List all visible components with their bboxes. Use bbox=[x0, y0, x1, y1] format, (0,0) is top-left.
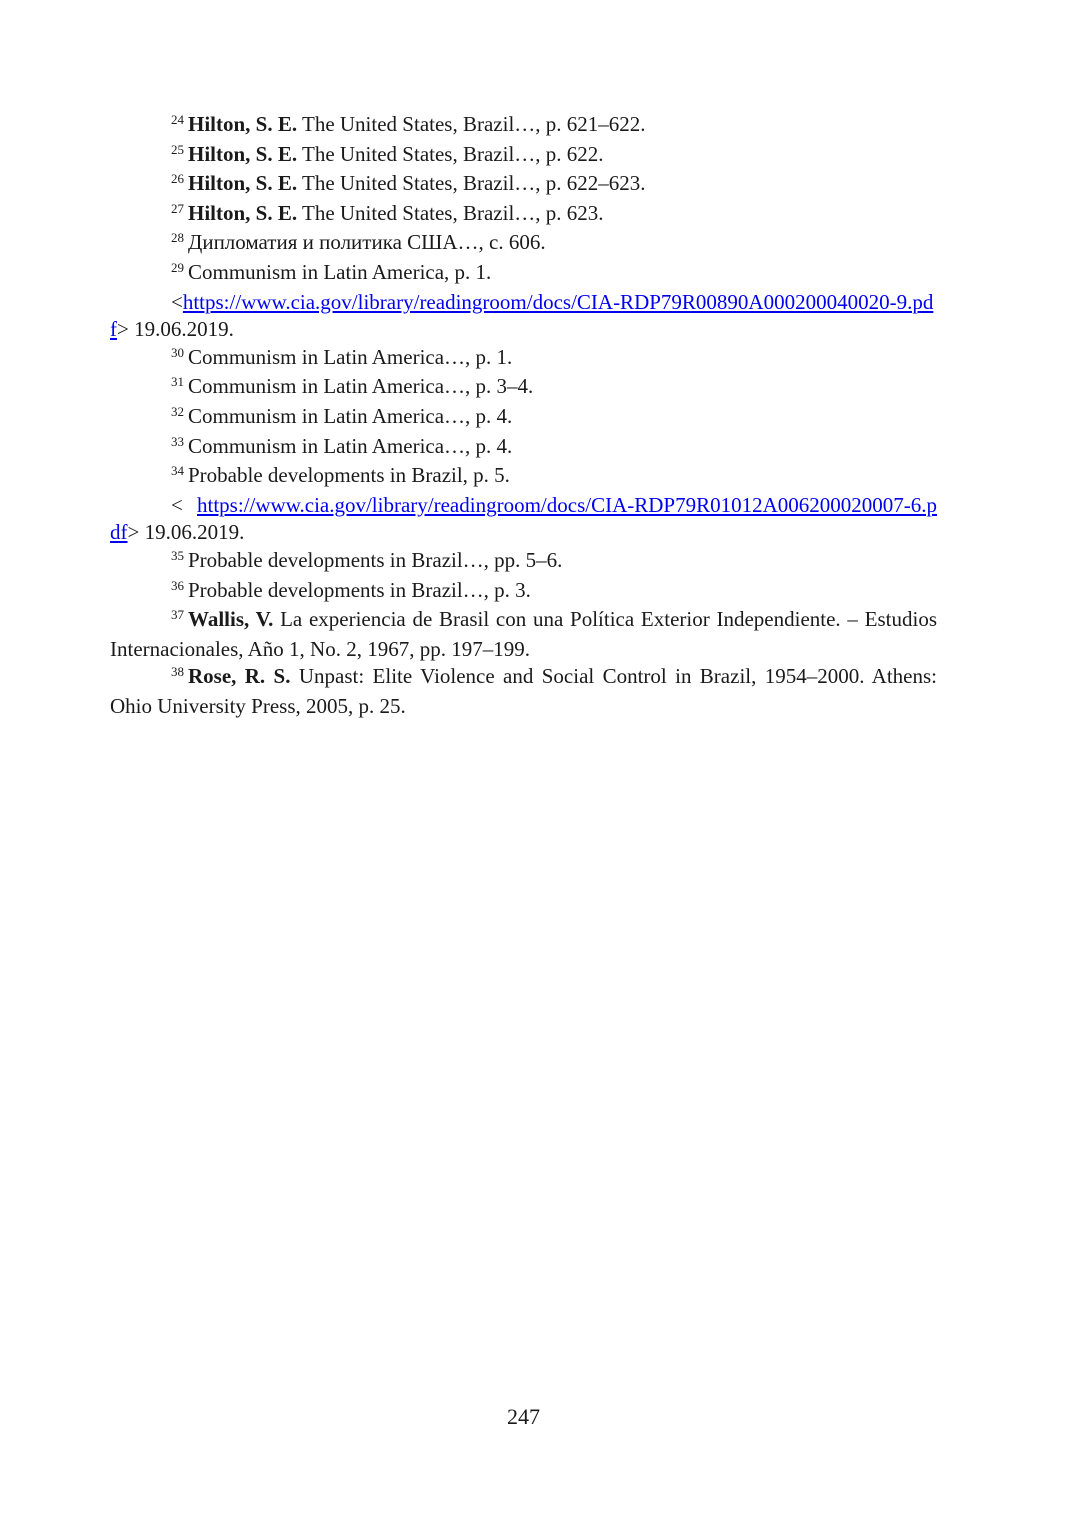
footnote-25 bbox=[110, 141, 937, 171]
footnote-text: Communism in Latin America…, p. 3–4. bbox=[188, 374, 534, 399]
footnote-number: 35 bbox=[171, 547, 184, 563]
footnote-author: Wallis, V. bbox=[188, 607, 274, 632]
link-open-bracket: < bbox=[171, 289, 183, 314]
footnote-number: 28 bbox=[171, 230, 184, 246]
page-number: 247 bbox=[507, 1404, 540, 1429]
footnote-27 bbox=[110, 200, 937, 230]
cia-document-link[interactable]: https://www.cia.gov/library/readingroom/docs/CIA-RDP79R01012A006200020007-6.pdf bbox=[110, 492, 937, 545]
footnote-29-link-line bbox=[110, 289, 937, 344]
footnote-text: Communism in Latin America…, p. 4. bbox=[188, 403, 513, 428]
footnote-24 bbox=[110, 111, 937, 141]
footnote-36 bbox=[110, 577, 937, 607]
footnote-35 bbox=[110, 547, 937, 577]
link-open-bracket: < bbox=[171, 492, 198, 517]
access-date: > 19.06.2019. bbox=[127, 520, 245, 545]
footnote-author: Hilton, S. E. bbox=[188, 112, 298, 136]
footnote-number: 36 bbox=[171, 577, 184, 593]
footnote-text: Unpast: Elite Violence and Social Control in Brazil, 1954–2000. Athens: Ohio University Press, 2005, p. 25. bbox=[110, 664, 937, 718]
footnote-34-link-line bbox=[110, 492, 937, 547]
footnote-text: The United States, Brazil…, p. 622. bbox=[297, 141, 604, 166]
footnote-number: 25 bbox=[171, 141, 184, 157]
footnote-38 bbox=[110, 663, 937, 720]
footnote-33 bbox=[110, 433, 937, 463]
footnote-32 bbox=[110, 403, 937, 433]
footnote-text: La experiencia de Brasil con una Política Exterior Independiente. – Estudios Internacionales, Año 1, No. 2, 1967, pp. 197–199. bbox=[110, 607, 937, 661]
footnote-37 bbox=[110, 606, 937, 663]
footnote-number: 27 bbox=[171, 200, 184, 216]
footnote-text: Дипломатия и политика США…, с. 606. bbox=[188, 230, 546, 255]
footnote-text: The United States, Brazil…, p. 621–622. bbox=[297, 112, 646, 136]
footnote-number: 37 bbox=[171, 607, 184, 623]
footnote-author: Hilton, S. E. bbox=[188, 200, 298, 225]
footnote-text: The United States, Brazil…, p. 623. bbox=[297, 200, 604, 225]
footnote-26 bbox=[110, 170, 937, 200]
footnote-30 bbox=[110, 344, 937, 374]
footnote-text: Probable developments in Brazil…, p. 3. bbox=[188, 577, 531, 602]
footnote-number: 30 bbox=[171, 344, 184, 360]
footnote-author: Hilton, S. E. bbox=[188, 171, 298, 196]
footnote-number: 26 bbox=[171, 171, 184, 187]
footnote-number: 33 bbox=[171, 433, 184, 449]
footnote-author: Hilton, S. E. bbox=[188, 141, 298, 166]
footnote-number: 31 bbox=[171, 374, 184, 390]
footnote-text: Probable developments in Brazil, p. 5. bbox=[188, 463, 510, 488]
footnote-text: Probable developments in Brazil…, pp. 5–6. bbox=[188, 547, 563, 572]
footnote-number: 29 bbox=[171, 259, 184, 275]
footnote-author: Rose, R. S. bbox=[188, 664, 291, 689]
footnote-number: 32 bbox=[171, 403, 184, 419]
footnote-34 bbox=[110, 462, 937, 492]
footnote-number: 24 bbox=[171, 112, 184, 127]
footnote-text: Communism in Latin America…, p. 4. bbox=[188, 433, 513, 458]
footnote-28 bbox=[110, 229, 937, 259]
footnote-text: The United States, Brazil…, p. 622–623. bbox=[297, 171, 646, 196]
footnote-text: Communism in Latin America…, p. 1. bbox=[188, 344, 513, 369]
footnote-number: 34 bbox=[171, 463, 184, 479]
footnote-number: 38 bbox=[171, 664, 184, 680]
footnote-31 bbox=[110, 373, 937, 403]
cia-document-link[interactable]: https://www.cia.gov/library/readingroom/docs/CIA-RDP79R00890A000200040020-9.pdf bbox=[110, 289, 934, 342]
footnote-29 bbox=[110, 259, 937, 289]
footnote-text: Communism in Latin America, p. 1. bbox=[188, 259, 492, 284]
access-date: > 19.06.2019. bbox=[117, 317, 234, 342]
footnotes-list bbox=[110, 111, 937, 720]
